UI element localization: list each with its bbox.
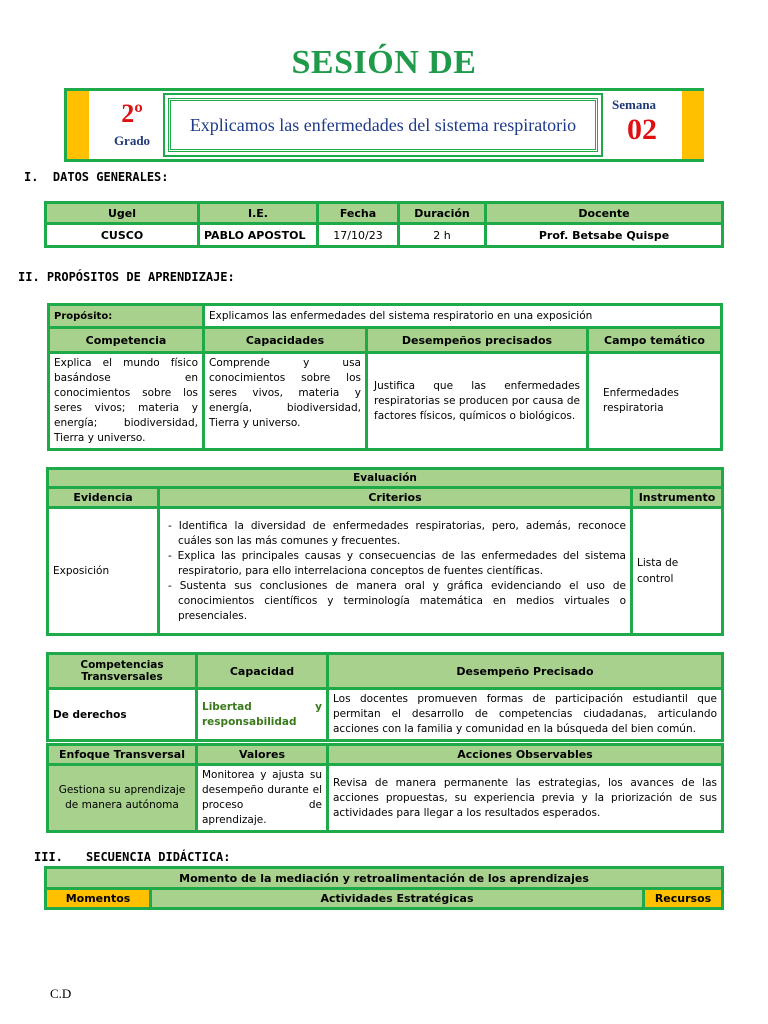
header-competencia: Competencia — [50, 329, 202, 351]
evidencia-text: Exposición — [49, 509, 157, 633]
header-fecha: Fecha — [319, 204, 397, 222]
header-capacidades: Capacidades — [205, 329, 365, 351]
instrumento-text: Lista de control — [633, 509, 721, 633]
header-recursos: Recursos — [645, 890, 721, 907]
evaluacion-title: Evaluación — [49, 470, 721, 486]
competencia-text: Explica el mundo físico basándose en conocimientos sobre los seres vivos; materia y energía; biodiversidad, Tierra y universo. — [50, 354, 202, 448]
header-valores: Valores — [198, 746, 326, 763]
competencia-transversal-text: De derechos — [49, 690, 195, 739]
session-header — [64, 88, 704, 162]
duracion-value: 2 h — [400, 225, 484, 245]
topic-frame — [163, 93, 603, 157]
desempenos-text: Justifica que las enfermedades respiratorias se producen por causa de factores físicos, químicos o biológicos. — [368, 354, 586, 448]
header-campo-tematico: Campo temático — [589, 329, 720, 351]
header-docente: Docente — [487, 204, 721, 222]
secuencia-title: Momento de la mediación y retroalimentación de los aprendizajes — [47, 869, 721, 887]
datos-generales-table — [44, 201, 724, 248]
capacidad-text: Libertad y responsabilidad — [198, 690, 326, 739]
section-secuencia-numero: III. — [34, 850, 63, 864]
footer-text: C.D — [50, 986, 72, 1001]
header-criterios: Criterios — [160, 489, 630, 506]
header-desempeno-precisado: Desempeño Precisado — [329, 655, 721, 687]
header-acciones: Acciones Observables — [329, 746, 721, 763]
capacidades-text: Comprende y usa conocimientos sobre los seres vivos, materia y energía, biodiversidad, Tierra y universo. — [205, 354, 365, 448]
header-ie: I.E. — [200, 204, 316, 222]
criterio-item: - Explica las principales causas y consecuencias de las enfermedades del sistema respiratorio, para ello interrelaciona conceptos de fuentes científicas. — [168, 549, 626, 577]
acciones-text: Revisa de manera permanente las estrategias, los avances de las acciones propuestas, su experiencia previa y la priorización de sus actividades para llegar a los resultados esperados. — [329, 766, 721, 830]
section-propositos: II. PROPÓSITOS DE APRENDIZAJE: — [18, 270, 235, 284]
left-accent-bar — [67, 91, 89, 159]
week-label: Semana — [612, 97, 657, 112]
propositos-table — [47, 303, 723, 451]
section-datos-generales: I. DATOS GENERALES: — [24, 170, 169, 184]
header-desempenos: Desempeños precisados — [368, 329, 586, 351]
week-number: 02 — [627, 113, 657, 146]
header-evidencia: Evidencia — [49, 489, 157, 506]
grade-label: Grado — [113, 133, 151, 148]
right-accent-bar — [682, 91, 704, 159]
proposito-label: Propósito: — [50, 306, 202, 326]
header-capacidad: Capacidad — [198, 655, 326, 687]
document-title: SESIÓN DE — [291, 44, 477, 81]
header-ugel: Ugel — [47, 204, 197, 222]
fecha-value: 17/10/23 — [319, 225, 397, 245]
criterio-item: - Sustenta sus conclusiones de manera oral y gráfica evidenciando el uso de conocimientos científicos y terminología matemática en medios virtuales o presenciales. — [168, 579, 626, 622]
criterios-list — [160, 509, 630, 633]
header-enfoque: Enfoque Transversal — [49, 746, 195, 763]
header-competencias-transversales: Competencias Transversales — [49, 655, 195, 687]
valores-text: Monitorea y ajusta su desempeño durante el proceso de aprendizaje. — [198, 766, 326, 830]
header-duracion: Duración — [400, 204, 484, 222]
proposito-text: Explicamos las enfermedades del sistema respiratorio en una exposición — [205, 306, 720, 326]
evaluacion-table — [46, 467, 724, 636]
ugel-value: CUSCO — [47, 225, 197, 245]
session-topic: Explicamos las enfermedades del sistema respiratorio — [168, 98, 598, 152]
criterio-item: - Identifica la diversidad de enfermedades respiratorias, pero, además, reconoce cuáles son las más comunes y frecuentes. — [168, 519, 626, 547]
transversales-table — [46, 652, 724, 742]
section-secuencia-label: SECUENCIA DIDÁCTICA: — [86, 850, 231, 864]
grade-number: 2º — [121, 99, 143, 128]
secuencia-table — [44, 866, 724, 910]
enfoque-table — [46, 743, 724, 833]
docente-value: Prof. Betsabe Quispe — [487, 225, 721, 245]
campo-tematico-text: Enfermedades respiratoria — [589, 354, 720, 448]
desempeno-precisado-text: Los docentes promueven formas de participación estudiantil que permitan el desarrollo de competencias ciudadanas, articulando acciones con la familia y comunidad en la búsqueda del bien común. — [329, 690, 721, 739]
enfoque-text: Gestiona su aprendizaje de manera autónoma — [49, 766, 195, 830]
header-actividades: Actividades Estratégicas — [152, 890, 642, 907]
header-instrumento: Instrumento — [633, 489, 721, 506]
ie-value: PABLO APOSTOL — [200, 225, 316, 245]
header-momentos: Momentos — [47, 890, 149, 907]
